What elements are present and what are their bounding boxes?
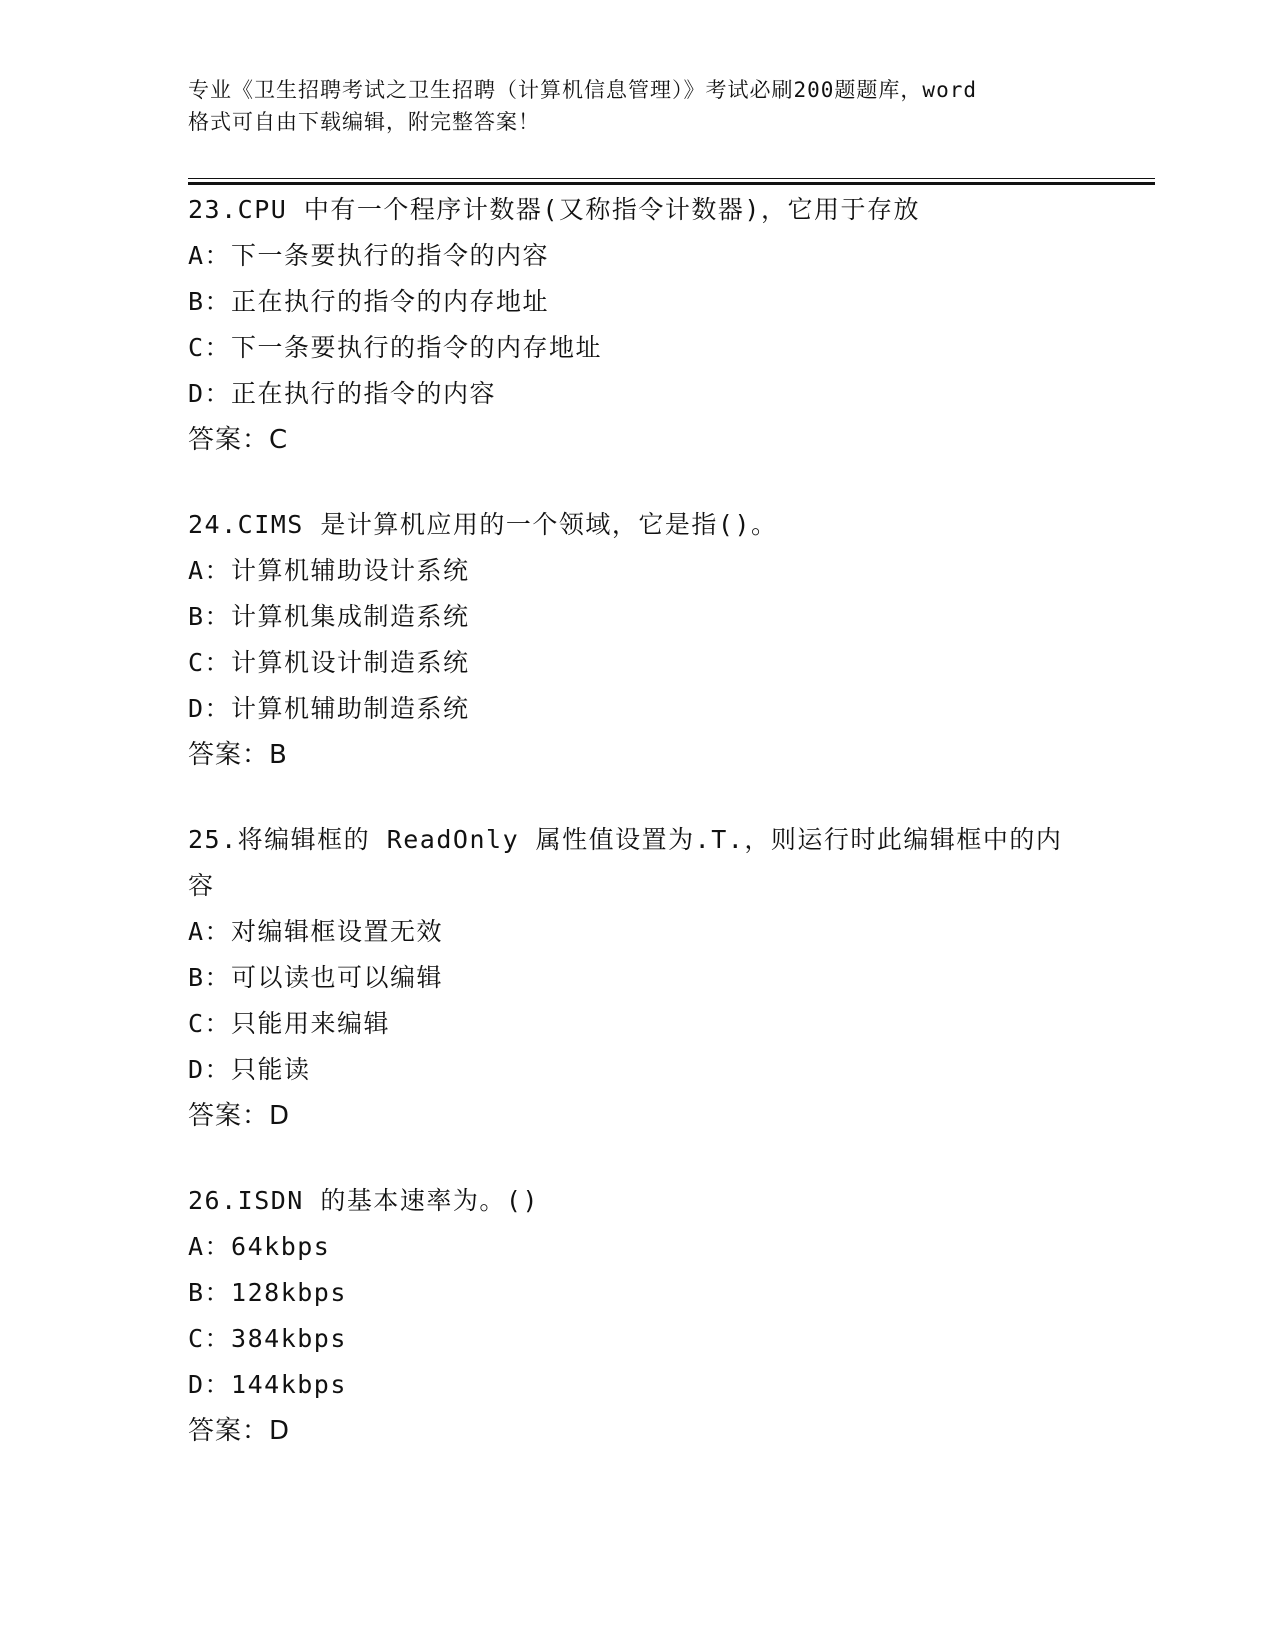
question-stem-continuation: 容: [188, 871, 215, 900]
option-d: D：144kbps: [188, 1370, 347, 1399]
option-d: D：计算机辅助制造系统: [188, 694, 470, 723]
option-d: D：只能读: [188, 1055, 311, 1084]
option-d: D：正在执行的指令的内容: [188, 379, 497, 408]
question-stem: 24.CIMS 是计算机应用的一个领域，它是指()。: [188, 510, 778, 539]
header-line-1: 专业《卫生招聘考试之卫生招聘（计算机信息管理）》考试必刷200题题库，word: [188, 78, 977, 102]
option-c: C：384kbps: [188, 1324, 347, 1353]
answer-line: 答案：C: [188, 425, 289, 455]
option-c: C：只能用来编辑: [188, 1009, 391, 1038]
question-26: [188, 1178, 1088, 1454]
option-b: B：可以读也可以编辑: [188, 963, 444, 992]
option-b: B：128kbps: [188, 1278, 347, 1307]
answer-line: 答案：D: [188, 1416, 291, 1446]
option-a: A：对编辑框设置无效: [188, 917, 444, 946]
option-b: B：正在执行的指令的内存地址: [188, 287, 550, 316]
question-24: [188, 502, 1088, 778]
option-c: C：下一条要执行的指令的内存地址: [188, 333, 603, 362]
header-line-2: 格式可自由下载编辑，附完整答案！: [188, 110, 540, 134]
option-a: A：下一条要执行的指令的内容: [188, 241, 550, 270]
option-b: B：计算机集成制造系统: [188, 602, 470, 631]
question-23: [188, 187, 1088, 463]
option-c: C：计算机设计制造系统: [188, 648, 470, 677]
header-divider-thick: [188, 182, 1155, 185]
answer-line: 答案：B: [188, 740, 288, 770]
header-divider-thin: [188, 178, 1155, 179]
answer-line: 答案：D: [188, 1101, 291, 1131]
document-header: [188, 74, 1088, 138]
question-25: [188, 817, 1088, 1139]
question-stem: 25.将编辑框的 ReadOnly 属性值设置为.T.，则运行时此编辑框中的内: [188, 825, 1063, 854]
question-stem: 23.CPU 中有一个程序计数器(又称指令计数器)，它用于存放: [188, 195, 920, 224]
option-a: A：64kbps: [188, 1232, 331, 1261]
question-stem: 26.ISDN 的基本速率为。(): [188, 1186, 540, 1215]
option-a: A：计算机辅助设计系统: [188, 556, 470, 585]
